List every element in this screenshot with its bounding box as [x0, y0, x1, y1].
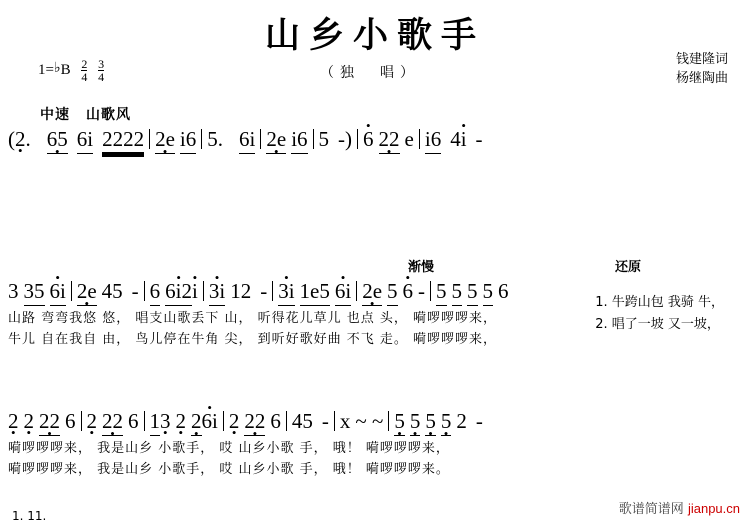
note-group: i6	[291, 126, 307, 154]
note-group: 22 •	[379, 126, 400, 154]
note-group: i6	[425, 126, 441, 154]
note-group: 2222	[102, 127, 145, 151]
performance-type: （独 唱）	[320, 65, 420, 81]
spoken-note: x	[339, 409, 351, 433]
note-group: 5	[483, 278, 494, 306]
barline	[149, 129, 150, 149]
accidental: 4	[291, 409, 303, 433]
note: 2 •	[15, 126, 26, 152]
meter-denominator: 4	[81, 70, 88, 84]
sustain-dash: -	[260, 279, 268, 303]
note-group: • 3i	[209, 278, 225, 306]
note-group: 35	[24, 278, 45, 306]
note: 2 •	[176, 408, 187, 434]
note: 1	[230, 279, 241, 303]
note: 6	[270, 409, 281, 433]
lyric-line-3-verse-1: 嗬啰啰啰来， 我是山乡 小歌手， 哎 山乡小歌 手， 哦！ 嗬啰啰啰来，	[8, 441, 450, 456]
note-group: i6	[180, 126, 196, 154]
sustain-dash: -	[338, 127, 346, 151]
note-group: 5 •	[410, 408, 421, 436]
note: • 6	[403, 278, 414, 304]
barline	[260, 129, 261, 149]
key-letter: B	[60, 61, 71, 78]
note: 2	[456, 409, 467, 433]
note: • i	[461, 126, 467, 152]
note: 2	[240, 279, 252, 303]
notation-row-2	[8, 278, 742, 308]
note: 2 •	[8, 408, 19, 434]
note-group: • 6i2	[165, 278, 192, 306]
page-title: 山乡小歌手	[264, 16, 485, 56]
lyric-line-2-verse-1: 山路 弯弯我悠 悠， 唱支山歌丢下 山， 听得花儿草儿 也点 头， 嗬啰啰啰来，	[8, 311, 498, 326]
verse-line-1: 1. 牛跨山包 我骑 牛，	[595, 295, 724, 310]
note-group: • 3i	[278, 278, 294, 306]
note-group: 2e •	[155, 126, 175, 154]
meter-numerator: 2	[81, 57, 88, 71]
note: 6	[65, 409, 76, 433]
notation-row-3	[8, 408, 742, 438]
barline	[388, 411, 389, 431]
notation-row-1	[8, 126, 742, 156]
barline	[144, 281, 145, 301]
repeat-close-paren: )	[345, 127, 353, 151]
sustain-dash: -	[475, 127, 483, 151]
barline	[286, 411, 287, 431]
time-signature-2-4	[81, 58, 87, 83]
note-group: 6	[150, 278, 161, 306]
footer-note: 1. 11.	[12, 509, 47, 523]
sustain-dash: -	[131, 279, 139, 303]
note: 4	[450, 127, 461, 151]
key-signature	[38, 58, 104, 83]
note-group: 65 •	[47, 126, 68, 154]
note-group: 5	[452, 278, 463, 306]
tempo-label: 中速	[40, 107, 70, 123]
sustain-dash: -	[418, 279, 426, 303]
watermark-label: 歌谱简谱网	[618, 502, 684, 517]
barline	[144, 411, 145, 431]
note-group: 5 •	[441, 408, 452, 436]
note-group: 5 •	[425, 408, 436, 436]
repeat-open-paren: (	[8, 127, 15, 151]
barline	[313, 129, 314, 149]
note-group: 5	[387, 278, 398, 306]
barline	[203, 281, 204, 301]
note: 5	[302, 409, 313, 433]
note-group: 2e •	[77, 278, 97, 306]
meter-denominator: 4	[98, 70, 105, 84]
note-group: 2e •	[362, 278, 382, 306]
sustain-dash: -	[321, 409, 329, 433]
credits	[676, 50, 728, 88]
note-group: 22 •	[244, 408, 265, 436]
barline	[71, 281, 72, 301]
watermark-site: jianpu.cn	[687, 501, 740, 516]
barline	[81, 411, 82, 431]
note: e	[404, 127, 414, 151]
note: 6	[498, 279, 509, 303]
note-group: 5	[467, 278, 478, 306]
tempo-marking	[40, 104, 131, 124]
flat-symbol: ♭	[53, 60, 61, 76]
note: 3 •	[160, 408, 171, 434]
note: 5	[318, 127, 330, 151]
meter-numerator: 3	[98, 57, 105, 71]
restore-marking: 还原	[615, 260, 642, 275]
note-group: 6i	[77, 126, 93, 154]
glissando: ~ ~	[355, 409, 384, 433]
dot-duration: .	[25, 127, 31, 151]
lyric-line-3-verse-2: 嗬啰啰啰来， 我是山乡 小歌手， 哎 山乡小歌 手， 哦！ 嗬啰啰啰来。	[8, 462, 450, 477]
lyricist: 钱建隆词	[675, 52, 728, 67]
note-group: 1	[150, 408, 161, 436]
note-group: 2 •	[191, 408, 202, 436]
barline	[223, 411, 224, 431]
note-group: 5 •	[394, 408, 405, 436]
note: 5.	[207, 127, 224, 151]
music-line-3	[8, 408, 742, 480]
barline	[419, 129, 420, 149]
time-signature-3-4	[98, 58, 104, 83]
verse-line-2: 2. 唱了一坡 又一坡，	[595, 317, 720, 332]
note-group: 22 •	[102, 408, 123, 436]
note-group: • 6i	[50, 278, 66, 306]
barline	[357, 129, 358, 149]
note: • 6	[363, 126, 374, 152]
note-group: 2e •	[266, 126, 286, 154]
watermark	[619, 498, 740, 517]
composer: 杨继陶曲	[675, 71, 728, 86]
key-label: 1=	[38, 61, 54, 78]
note-group: 6i	[239, 126, 255, 154]
note-group: 22 •	[39, 408, 60, 436]
barline	[356, 281, 357, 301]
sustain-dash: -	[475, 409, 483, 433]
note-group: • 6i	[335, 278, 351, 306]
note: 5	[112, 279, 123, 303]
barline	[334, 411, 335, 431]
accidental: 4	[101, 279, 113, 303]
barline	[272, 281, 273, 301]
note-group: 5	[436, 278, 447, 306]
slower-marking: 渐慢	[408, 260, 435, 275]
music-line-2	[8, 278, 742, 350]
note: 2 •	[87, 408, 98, 434]
lyric-line-2-verse-2: 牛儿 自在我自 由， 鸟儿停在牛角 尖， 到听好歌好曲 不飞 走。 嗬啰啰啰来，	[8, 332, 498, 347]
note-group: 1e5	[300, 278, 330, 306]
barline	[201, 129, 202, 149]
note: 2 •	[24, 408, 35, 434]
note: 3	[8, 279, 19, 303]
note: • 6i	[202, 408, 218, 434]
note: 2 •	[229, 408, 240, 434]
note: • i	[192, 278, 198, 304]
note: 6	[128, 409, 139, 433]
style-label: 山歌风	[86, 107, 131, 123]
barline	[430, 281, 431, 301]
